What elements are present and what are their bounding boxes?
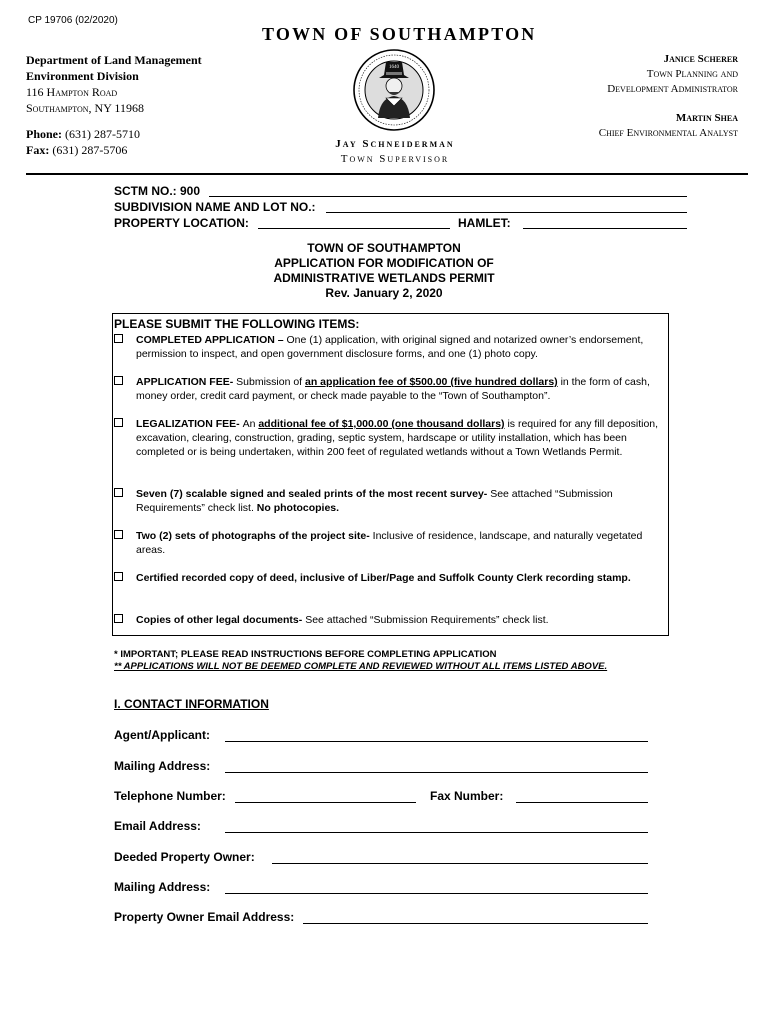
- staff-title-scherer-2: Development Administrator: [607, 83, 738, 95]
- application-title-line1: TOWN OF SOUTHAMPTON: [307, 241, 461, 255]
- important-note: * IMPORTANT; PLEASE READ INSTRUCTIONS BEFORE COMPLETING APPLICATION: [114, 649, 497, 660]
- completeness-warning: ** APPLICATIONS WILL NOT BE DEEMED COMPLETE AND REVIEWED WITHOUT ALL ITEMS LISTED ABOVE.: [114, 661, 608, 672]
- form-code: CP 19706 (02/2020): [28, 15, 118, 26]
- email-address-label: Email Address:: [114, 819, 201, 833]
- staff-title-shea: Chief Environmental Analyst: [598, 127, 738, 139]
- important-notes: [114, 649, 607, 673]
- revision-date: Rev. January 2, 2020: [325, 286, 443, 300]
- mailing-address-label: Mailing Address:: [114, 759, 211, 773]
- header-divider: [26, 173, 748, 175]
- application-title: [114, 241, 654, 301]
- agent-applicant-field[interactable]: [225, 741, 648, 742]
- department-block: [26, 52, 202, 116]
- office-phone: Phone: (631) 287-5710: [26, 127, 140, 141]
- agent-applicant-label: Agent/Applicant:: [114, 728, 210, 742]
- checkbox-legal-documents[interactable]: [114, 614, 123, 623]
- checkbox-application[interactable]: [114, 334, 123, 343]
- property-location-label: PROPERTY LOCATION:: [114, 216, 249, 230]
- owner-mailing-address-field[interactable]: [225, 893, 648, 894]
- checkbox-fee[interactable]: [114, 376, 123, 385]
- department-name: Department of Land Management: [26, 53, 202, 67]
- application-title-line2: APPLICATION FOR MODIFICATION OF: [274, 256, 494, 270]
- office-contact: [26, 126, 140, 158]
- staff-block: [599, 52, 738, 141]
- supervisor-name: Jay Schneiderman: [335, 138, 455, 150]
- owner-email-label: Property Owner Email Address:: [114, 910, 295, 924]
- checklist-box: [112, 313, 669, 636]
- checkbox-photographs[interactable]: [114, 530, 123, 539]
- subdivision-field[interactable]: [326, 212, 687, 213]
- application-title-line3: ADMINISTRATIVE WETLANDS PERMIT: [273, 271, 495, 285]
- fax-number-field[interactable]: [516, 802, 648, 803]
- checklist-heading: PLEASE SUBMIT THE FOLLOWING ITEMS:: [114, 317, 360, 331]
- hamlet-field[interactable]: [523, 228, 687, 229]
- owner-mailing-address-label: Mailing Address:: [114, 880, 211, 894]
- deeded-owner-field[interactable]: [272, 863, 648, 864]
- town-seal-icon: [352, 48, 436, 132]
- checkbox-survey[interactable]: [114, 488, 123, 497]
- checkbox-deed[interactable]: [114, 572, 123, 581]
- office-fax: Fax: (631) 287-5706: [26, 143, 128, 157]
- telephone-field[interactable]: [235, 802, 416, 803]
- subdivision-label: SUBDIVISION NAME AND LOT NO.:: [114, 200, 316, 214]
- city-address: Southampton, NY 11968: [26, 101, 144, 115]
- staff-name-shea: Martin Shea: [675, 112, 738, 124]
- supervisor-title: Town Supervisor: [340, 153, 450, 165]
- fax-number-label: Fax Number:: [430, 789, 504, 803]
- mailing-address-field[interactable]: [225, 772, 648, 773]
- division-name: Environment Division: [26, 69, 139, 83]
- supervisor-block: [320, 137, 470, 167]
- seal-year: 1640: [389, 65, 399, 70]
- staff-title-scherer-1: Town Planning and: [646, 68, 738, 80]
- town-title: TOWN OF SOUTHAMPTON: [262, 24, 537, 44]
- hamlet-label: HAMLET:: [458, 216, 511, 230]
- sctm-label: SCTM NO.: 900: [114, 184, 201, 198]
- street-address: 116 Hampton Road: [26, 85, 118, 99]
- email-address-field[interactable]: [225, 832, 648, 833]
- deeded-owner-label: Deeded Property Owner:: [114, 850, 255, 864]
- staff-name-scherer: Janice Scherer: [663, 53, 738, 65]
- sctm-field[interactable]: [209, 196, 687, 197]
- telephone-label: Telephone Number:: [114, 789, 226, 803]
- property-location-field[interactable]: [258, 228, 450, 229]
- contact-section-heading: I. CONTACT INFORMATION: [114, 697, 269, 711]
- checkbox-legalization[interactable]: [114, 418, 123, 427]
- owner-email-field[interactable]: [303, 923, 648, 924]
